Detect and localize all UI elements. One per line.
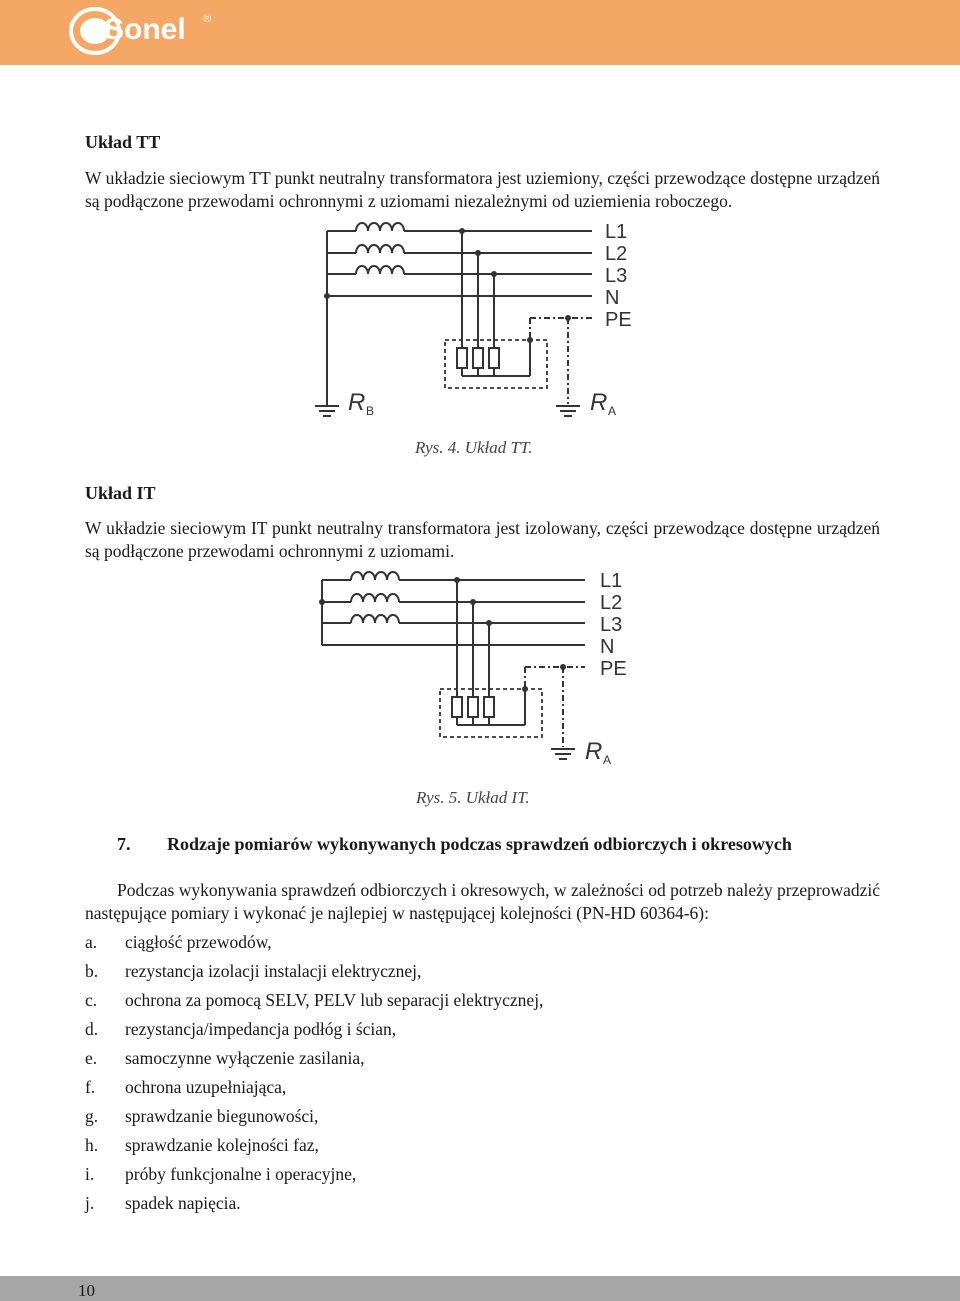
label-l2: L2 xyxy=(605,243,628,265)
label-l2: L2 xyxy=(600,592,623,614)
page-header xyxy=(0,0,960,65)
logo-text: Sonel xyxy=(104,13,186,46)
list-item-text: sprawdzanie biegunowości, xyxy=(125,1106,319,1126)
label-pe: PE xyxy=(600,658,627,680)
heading-tt: Układ TT xyxy=(85,132,161,152)
label-ra: R xyxy=(585,738,603,765)
list-item-text: rezystancja/impedancja podłóg i ścian, xyxy=(125,1019,397,1039)
section-title: Rodzaje pomiarów wykonywanych podczas sprawdzeń odbiorczych i okresowych xyxy=(167,834,792,854)
label-rb: R xyxy=(348,389,366,416)
list-item-letter: g. xyxy=(85,1106,99,1126)
caption-fig5: Rys. 5. Układ IT. xyxy=(416,788,530,807)
caption-fig4: Rys. 4. Układ TT. xyxy=(415,438,533,457)
diagram-tt xyxy=(310,218,650,424)
list-item-letter: c. xyxy=(85,990,98,1010)
list-item-text: spadek napięcia. xyxy=(125,1193,241,1213)
label-l1: L1 xyxy=(600,570,623,592)
heading-it: Układ IT xyxy=(85,483,156,503)
label-l1: L1 xyxy=(605,221,628,243)
label-rb-sub: B xyxy=(366,404,375,418)
label-ra-sub: A xyxy=(608,404,617,418)
label-l3: L3 xyxy=(605,265,628,287)
paragraph-section-7: Podczas wykonywania sprawdzeń odbiorczych i okresowych, w zależności od potrzeb należy przeprowadzić następujące pomiary i wykonać je najlepiej w następującej kolejności (PN-HD 60364-6): xyxy=(85,880,880,923)
list-item-text: ochrona uzupełniająca, xyxy=(125,1077,287,1097)
label-ra: R xyxy=(590,389,608,416)
section-number: 7. xyxy=(117,834,131,854)
list-item-letter: h. xyxy=(85,1135,99,1155)
list-item-text: sprawdzanie kolejności faz, xyxy=(125,1135,319,1155)
label-pe: PE xyxy=(605,309,632,331)
list-item-letter: e. xyxy=(85,1048,98,1068)
label-l3: L3 xyxy=(600,614,623,636)
list-item-text: ochrona za pomocą SELV, PELV lub separacji elektrycznej, xyxy=(125,990,544,1010)
label-ra-sub: A xyxy=(603,753,612,767)
registered-mark: ® xyxy=(203,13,212,25)
list-item-text: ciągłość przewodów, xyxy=(125,932,272,952)
list-item-letter: d. xyxy=(85,1019,99,1039)
paragraph-it: W układzie sieciowym IT punkt neutralny transformatora jest izolowany, części przewodzące dostępne urządzeń są podłączone przewodami ochronnymi z uziomami. xyxy=(85,518,880,561)
list-item-letter: a. xyxy=(85,932,98,952)
label-n: N xyxy=(605,287,620,309)
list-item-letter: j. xyxy=(85,1193,95,1213)
diagram-it xyxy=(305,567,645,772)
list-item-text: próby funkcjonalne i operacyjne, xyxy=(125,1164,357,1184)
list-item-text: samoczynne wyłączenie zasilania, xyxy=(125,1048,365,1068)
list-item-letter: f. xyxy=(85,1077,96,1097)
sonel-logo xyxy=(68,4,218,58)
list-item-text: rezystancja izolacji instalacji elektrycznej, xyxy=(125,961,422,981)
list-item-letter: b. xyxy=(85,961,99,981)
page-number: 10 xyxy=(78,1281,95,1300)
list-item-letter: i. xyxy=(85,1164,95,1184)
paragraph-tt: W układzie sieciowym TT punkt neutralny transformatora jest uziemiony, części przewodzące dostępne urządzeń są podłączone przewodami ochronnymi z uziomami niezależnymi od uziemienia roboczego. xyxy=(85,168,880,211)
page-footer xyxy=(0,1276,960,1301)
label-n: N xyxy=(600,636,615,658)
